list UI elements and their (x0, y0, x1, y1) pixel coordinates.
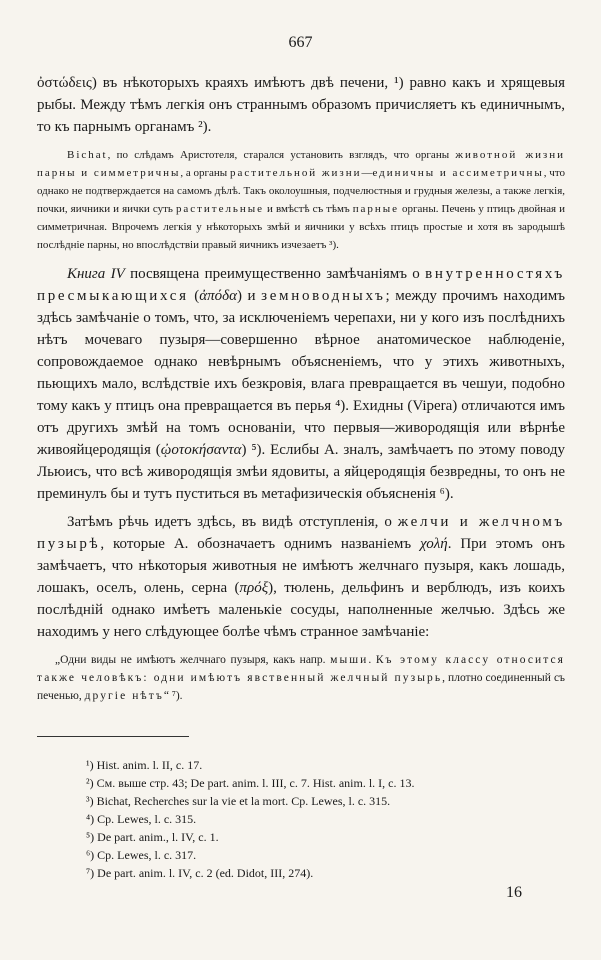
bichat-name: Bichat (67, 149, 108, 161)
footnote: ³) Bichat, Recherches sur la vie et la mort. Cp. Lewes, l. c. 315. (86, 794, 391, 808)
text-span: ) ⁵). Еслибы А. зналъ, замѣчаетъ по этому поводу Льюисъ, что всѣ живородящія змѣи ядовиты, а яйцеродящія безвредны, то онъ не преминулъ бы и тутъ пуститься въ метафизическія объясненія ⁶). (37, 442, 565, 502)
paragraph-liver-lungs: ὀστώδεις) въ нѣкоторыхъ краяхъ имѣютъ двѣ печени, ¹) равно какъ и хрящевыя рыбы. Между тѣмъ легкія онъ страннымъ образомъ причисляетъ къ единичнымъ, то къ парнымъ органамъ ²). (37, 75, 565, 135)
text-span: посвящена преимущественно замѣчаніямъ о (124, 266, 426, 282)
text-span: . При этомъ онъ замѣчаетъ, что нѣкоторыя животныя не имѣютъ желчнаго пузыря, какъ лошадь, лошакъ, оселъ, олень, серна ( (37, 536, 566, 596)
footnote-divider (37, 736, 189, 737)
greek-term: πρόξ (239, 580, 269, 596)
text-span: ), тюлень, дельфинъ и верблюдъ, изъ коихъ послѣдній однако имѣетъ маленькіе сосуды, наполненные желчью. Здѣсь же находимъ у него слѣдующее болѣе чѣмъ странное замѣчаніе: (37, 580, 565, 640)
footnote: ⁷) De part. anim. l. IV, c. 2 (ed. Didot, III, 274). (86, 866, 314, 880)
footnote: ⁴) Cp. Lewes, l. c. 315. (86, 812, 197, 826)
signature-mark: 16 (506, 884, 522, 901)
text-span: ( (188, 288, 200, 304)
spaced-term: мыши (330, 654, 369, 666)
text-span: — (361, 167, 373, 179)
text-span: Затѣмъ рѣчь идетъ здѣсь, въ видѣ отступленія, о (67, 514, 398, 530)
spaced-term: растительной жизни (229, 167, 362, 179)
text-span: , по слѣдамъ Аристотеля, старался установить взглядъ, что органы (107, 149, 456, 161)
text-span: “ ⁷). (163, 690, 183, 702)
small-print-bichat-note (37, 146, 565, 254)
spaced-term: внутренностяхъ пресмыкающихся (37, 266, 565, 304)
footnote: ⁵) De part. anim., l. IV, c. 1. (86, 830, 219, 844)
text-span: ; между прочимъ находимъ здѣсь замѣчаніе о томъ, что, за исключеніемъ черепахи, ни у кого изъ послѣднихъ нѣтъ мочеваго пузыря—совершенно вѣрное анатомическое наблюденіе, сопровождаемое однако невѣрнымъ объясненіемъ, что у этихъ животныхъ, пьющихъ мало, вслѣдствіе ихъ безкровія, влага превращается въ чешуи, подобно тому какъ у птицъ она превращается въ перья ⁴). Ехидны (Vipera) отличаются имъ отъ другихъ змѣй на томъ основаніи, что первыя—живородящія или вѣрнѣе живояйцеродящія ( (37, 288, 565, 458)
spaced-term: животной жизни парны и симметричны (37, 149, 565, 179)
footnote: ⁶) Cp. Lewes, l. c. 317. (86, 848, 197, 862)
text-span: и вмѣстѣ съ тѣмъ (264, 203, 353, 215)
spaced-term: желчи и желчномъ пузырѣ (37, 514, 565, 552)
spaced-term: другіе нѣтъ (84, 690, 164, 702)
text-span: , а органы (180, 167, 230, 179)
text-span: , которые А. обозначаетъ однимъ названіемъ (100, 536, 420, 552)
text-span: ) и (236, 288, 262, 304)
footnote: ¹) Hist. anim. l. II, c. 17. (86, 758, 203, 772)
text-span: . (368, 654, 376, 666)
text-span: , плотно соединенный съ печенью, (37, 672, 565, 702)
text-span: , что однако не подтверждается на самомъ дѣлѣ. Такъ околоушныя, подчелюстныя и грудныя железы, а также легкія, почки, яичники и яички суть (37, 167, 565, 215)
footnotes (86, 756, 414, 882)
spaced-term: единичны и ассиметричны (372, 167, 544, 179)
spaced-term: земноводныхъ (261, 288, 386, 304)
spaced-term: парные (352, 203, 399, 215)
text-span: органы. Печень у птицъ двойная и симметричная. Впрочемъ легкія у нѣкоторыхъ змѣй и яичники у всѣхъ птицъ простые и хотя въ зародышѣ послѣдніе парны, но впослѣдствіи правый яичникъ изчезаетъ ³). (37, 203, 565, 251)
book-title: Книга IV (67, 266, 125, 282)
greek-term: ἀπόδα (199, 288, 237, 304)
spaced-term: растительные (175, 203, 265, 215)
page-number: 667 (288, 34, 313, 51)
footnote: ²) См. выше стр. 43; De part. anim. l. III, c. 7. Hist. anim. l. I, c. 13. (86, 776, 415, 790)
paragraph-bile (37, 511, 565, 643)
greek-term: χολή (419, 536, 448, 552)
paragraph-book-iv (37, 263, 565, 505)
page-content (37, 72, 565, 705)
spaced-term: Къ этому классу относится также человѣкъ: одни имѣютъ явственный желчный пузырь (37, 654, 566, 684)
greek-term: ᾠοτοκήσαντα (160, 442, 242, 458)
quotation (37, 651, 565, 705)
text-span: „Одни виды не имѣютъ желчнаго пузыря, какъ напр. (55, 654, 331, 666)
